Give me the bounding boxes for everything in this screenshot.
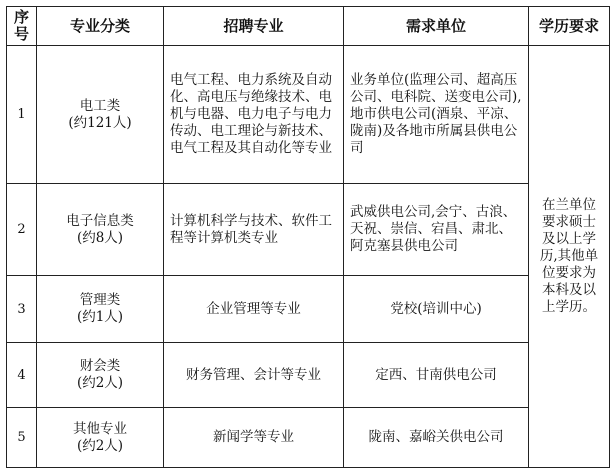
category-name: 其他专业 xyxy=(73,420,127,437)
header-majors: 招聘专业 xyxy=(164,7,344,46)
row-majors: 企业管理等专业 xyxy=(164,276,344,343)
category-count: (约121人) xyxy=(68,114,132,131)
header-degree: 学历要求 xyxy=(529,7,610,46)
header-units: 需求单位 xyxy=(344,7,529,46)
table-row xyxy=(7,343,610,408)
row-category xyxy=(37,46,164,184)
header-row xyxy=(7,7,610,46)
row-majors: 新闻学等专业 xyxy=(164,408,344,468)
header-no: 序号 xyxy=(7,7,37,46)
row-units: 陇南、嘉峪关供电公司 xyxy=(344,408,529,468)
row-category xyxy=(37,184,164,276)
row-units: 党校(培训中心) xyxy=(344,276,529,343)
row-majors: 计算机科学与技术、软件工程等计算机类专业 xyxy=(164,184,344,276)
header-category: 专业分类 xyxy=(37,7,164,46)
row-category xyxy=(37,343,164,408)
table-row xyxy=(7,46,610,184)
row-majors: 电气工程、电力系统及自动化、高电压与绝缘技术、电机与电器、电力电子与电力传动、电工理论与新技术、电气工程及其自动化等专业 xyxy=(164,46,344,184)
row-category xyxy=(37,276,164,343)
row-no: 4 xyxy=(7,343,37,408)
row-units: 定西、甘南供电公司 xyxy=(344,343,529,408)
category-count: (约2人) xyxy=(76,375,124,391)
table-row xyxy=(7,408,610,468)
category-count: (约1人) xyxy=(76,309,124,325)
category-name: 电子信息类 xyxy=(66,212,134,229)
table-row xyxy=(7,276,610,343)
row-no: 5 xyxy=(7,408,37,468)
degree-requirement: 在兰单位要求硕士及以上学历,其他单位要求为本科及以上学历。 xyxy=(529,46,610,468)
row-no: 1 xyxy=(7,46,37,184)
category-name: 电工类 xyxy=(79,97,121,114)
row-units: 武威供电公司,会宁、古浪、天祝、崇信、宕昌、肃北、阿克塞县供电公司 xyxy=(344,184,529,276)
row-majors: 财务管理、会计等专业 xyxy=(164,343,344,408)
row-category xyxy=(37,408,164,468)
row-no: 2 xyxy=(7,184,37,276)
recruitment-table xyxy=(6,6,610,468)
category-name: 财会类 xyxy=(79,358,121,374)
table-row xyxy=(7,184,610,276)
category-name: 管理类 xyxy=(79,292,121,308)
category-count: (约2人) xyxy=(76,437,124,454)
row-units: 业务单位(监理公司、超高压公司、电科院、送变电公司),地市供电公司(酒泉、平凉、陇南)及各地市所属县供电公司 xyxy=(344,46,529,184)
category-count: (约8人) xyxy=(76,229,124,246)
row-no: 3 xyxy=(7,276,37,343)
